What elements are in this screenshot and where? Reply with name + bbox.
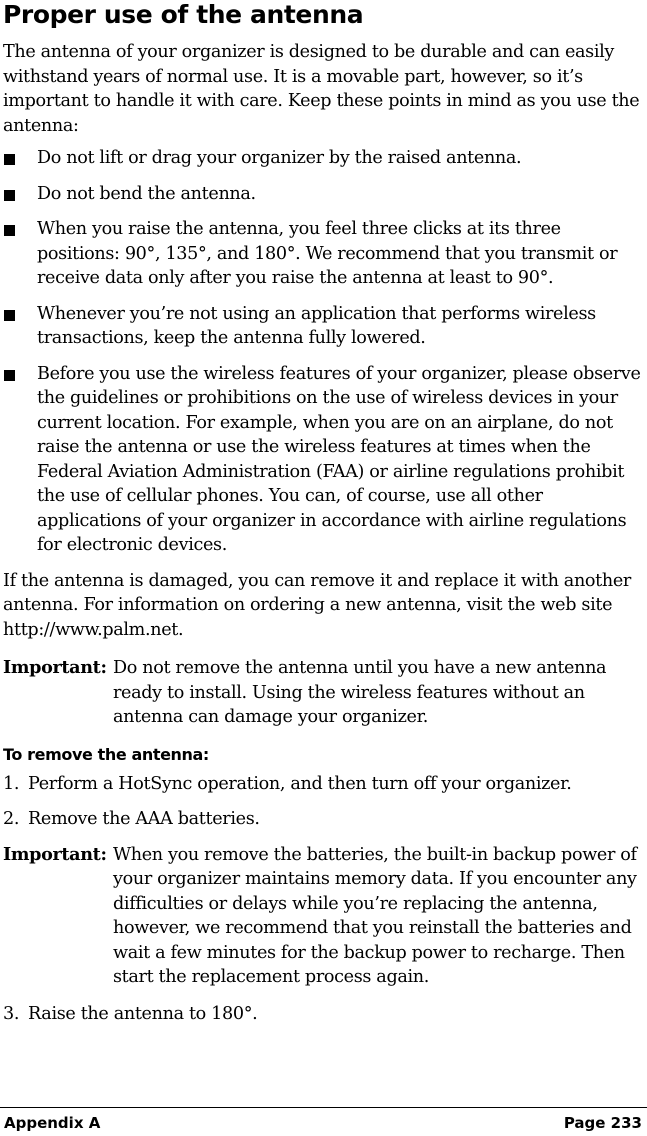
list-item (3, 182, 643, 207)
bullet-text: Do not bend the antenna. (37, 183, 256, 204)
intro-paragraph: The antenna of your organizer is designed to be durable and can easily withstand years of normal use. It is a movable part, however, so it’s important to handle it with care. Keep these points in mind as you use the antenna: (3, 42, 640, 136)
step-item (3, 772, 643, 797)
important-text: When you remove the batteries, the built-in backup power of your organizer maintains memory data. If you encounter any difficulties or delays while you’re replacing the antenna, however, we recommend that you reinstall the batteries and wait a few minutes for the backup power to recharge. Then start the replacement process again. (113, 844, 637, 987)
square-bullet-icon (4, 154, 15, 165)
square-bullet-icon (4, 225, 15, 236)
step-item (3, 1002, 643, 1027)
damaged-antenna-paragraph: If the antenna is damaged, you can remove it and replace it with another antenna. For information on ordering a new antenna, visit the web site http://www.palm.net. (3, 570, 631, 640)
important-note (3, 656, 643, 730)
list-item (3, 362, 643, 558)
step-number: 3. (3, 1003, 20, 1024)
square-bullet-icon (4, 310, 15, 321)
step-text: Raise the antenna to 180°. (28, 1003, 258, 1024)
bullet-text: Do not lift or drag your organizer by the raised antenna. (37, 148, 522, 168)
square-bullet-icon (4, 190, 15, 201)
page-title: Proper use of the antenna (3, 0, 364, 29)
bullet-list (3, 146, 643, 558)
procedure-steps (3, 1002, 643, 1027)
list-item (3, 146, 643, 171)
step-text: Remove the AAA batteries. (28, 809, 260, 829)
important-note (3, 843, 643, 990)
step-text: Perform a HotSync operation, and then turn off your organizer. (28, 773, 572, 794)
important-text: Do not remove the antenna until you have a new antenna ready to install. Using the wireless features without an antenna can damage your organizer. (113, 658, 607, 727)
page-footer (0, 1107, 647, 1132)
list-item (3, 217, 643, 291)
step-number: 1. (3, 773, 20, 794)
bullet-text: When you raise the antenna, you feel three clicks at its three positions: 90°, 135°, and 180°. We recommend that you transmit or receive data only after you raise the antenna at least to 90°. (37, 219, 618, 288)
procedure-title: To remove the antenna: (3, 744, 209, 764)
procedure-steps (3, 772, 643, 832)
important-label: Important: (3, 657, 107, 678)
bullet-text: Whenever you’re not using an application that performs wireless transactions, keep the antenna fully lowered. (37, 303, 596, 348)
list-item (3, 302, 643, 351)
document-page (3, 0, 643, 1037)
bullet-text: Before you use the wireless features of your organizer, please observe the guidelines or prohibitions on the use of wireless devices in your current location. For example, when you are on an airplane, do not raise the antenna or use the wireless features at times when the Federal Aviation Administration (FAA) or airline regulations prohibit the use of cellular phones. You can, of course, use all other applications of your organizer in accordance with airline regulations for electronic devices. (37, 363, 641, 555)
footer-section-label: Appendix A (4, 1114, 101, 1132)
step-item (3, 807, 643, 832)
step-number: 2. (3, 809, 20, 829)
square-bullet-icon (4, 370, 15, 381)
page-number: Page 233 (563, 1114, 642, 1132)
important-label: Important: (3, 843, 107, 865)
